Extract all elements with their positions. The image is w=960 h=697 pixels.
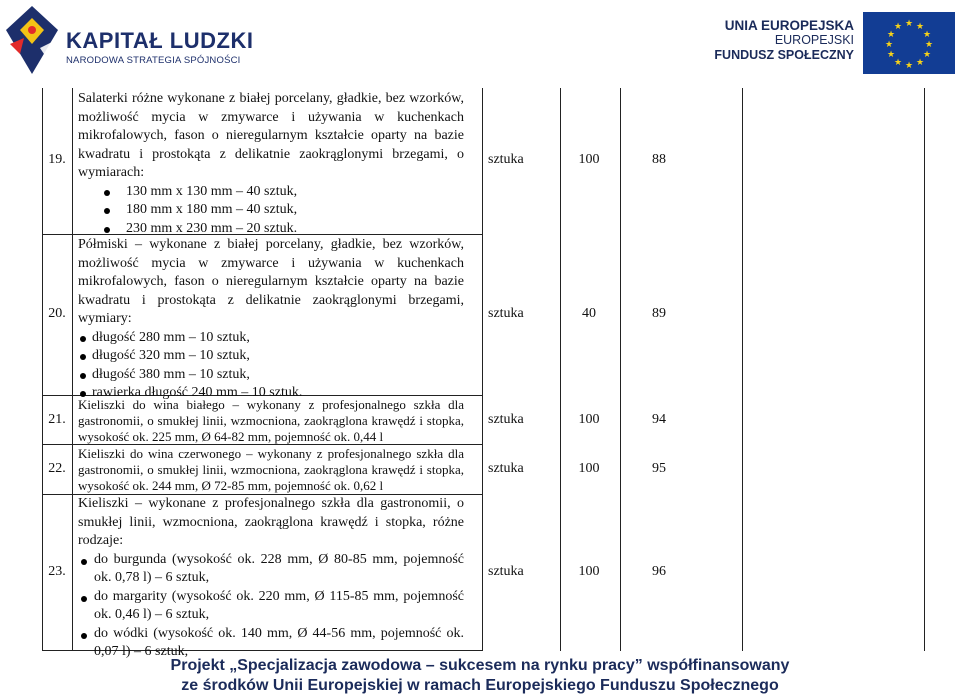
item-description — [78, 495, 464, 662]
kapital-ludzki-logo — [4, 4, 60, 76]
position-cell: 88 — [652, 152, 666, 167]
dimension-list — [78, 329, 464, 403]
list-item: do wódki (wysokość ok. 140 mm, Ø 44-56 mm, pojemność ok. 0,07 l) – 6 sztuk, — [78, 625, 464, 662]
row-number: 22. — [48, 461, 66, 476]
svg-text:★: ★ — [922, 50, 932, 60]
glass-type-list — [78, 551, 464, 662]
kapital-ludzki-wordmark — [66, 28, 253, 66]
table-border — [482, 88, 483, 651]
row-number: 21. — [48, 412, 66, 427]
item-description: Kieliszki do wina czerwonego – wykonany z profesjonalnego szkła dla gastronomii, o smukłej linii, wzmocniona, zaokrąglona krawędź i stopka, wysokość ok. 244 mm, Ø 72-85 mm, pojemność ok. 0,62 l — [78, 446, 464, 493]
table-border — [72, 88, 73, 651]
description-text: Kieliszki – wykonane z profesjonalnego szkła dla gastronomii, o smukłej linii, wzmocniona, zaokrąglona krawędź i stopka, różne rodzaje: — [78, 496, 464, 548]
table-border — [924, 88, 925, 651]
svg-text:★: ★ — [886, 50, 896, 60]
svg-text:★: ★ — [886, 30, 896, 40]
list-item: 230 mm x 230 mm – 20 sztuk. — [78, 220, 464, 239]
position-cell: 96 — [652, 564, 666, 579]
unit-cell: sztuka — [488, 306, 524, 321]
list-item: do margarity (wysokość ok. 220 mm, Ø 115-85 mm, pojemność ok. 0,46 l) – 6 sztuk, — [78, 588, 464, 625]
list-item: długość 280 mm – 10 sztuk, — [78, 329, 464, 348]
item-description — [78, 90, 464, 238]
svg-text:★: ★ — [922, 30, 932, 40]
quantity-cell: 100 — [578, 461, 600, 476]
list-item: do burgunda (wysokość ok. 228 mm, Ø 80-85 mm, pojemność ok. 0,78 l) – 6 sztuk, — [78, 551, 464, 588]
svg-text:★: ★ — [915, 22, 925, 32]
footer-line-2: ze środków Unii Europejskiej w ramach Europejskiego Funduszu Społecznego — [181, 677, 779, 694]
eu-wordmark — [714, 18, 854, 63]
svg-text:★: ★ — [915, 58, 925, 68]
footer-line-1: Projekt „Specjalizacja zawodowa – sukcesem na rynku pracy” współfinansowany — [170, 657, 790, 674]
kl-subtitle: NARODOWA STRATEGIA SPÓJNOŚCI — [66, 55, 241, 66]
row-number: 23. — [48, 564, 66, 579]
quantity-cell: 100 — [578, 152, 600, 167]
table-border — [560, 88, 561, 651]
item-description — [78, 236, 464, 403]
eu-line-3: FUNDUSZ SPOŁECZNY — [714, 48, 854, 62]
svg-text:★: ★ — [904, 61, 914, 71]
item-description: Kieliszki do wina białego – wykonany z profesjonalnego szkła dla gastronomii, o smukłej linii, wzmocniona, zaokrąglona krawędź i stopka, wysokość ok. 225 mm, Ø 64-82 mm, pojemność ok. 0,44 l — [78, 397, 464, 444]
position-cell: 94 — [652, 412, 666, 427]
list-item: 130 mm x 130 mm – 40 sztuk, — [78, 183, 464, 202]
position-cell: 89 — [652, 306, 666, 321]
eu-line-1: UNIA EUROPEJSKA — [724, 18, 854, 33]
svg-text:★: ★ — [924, 40, 934, 50]
eu-line-2: EUROPEJSKI — [774, 33, 854, 47]
kl-title: KAPITAŁ LUDZKI — [66, 28, 254, 53]
unit-cell: sztuka — [488, 564, 524, 579]
dimension-list — [78, 183, 464, 239]
list-item: rawierka długość 240 mm – 10 sztuk. — [78, 384, 464, 403]
svg-text:★: ★ — [893, 22, 903, 32]
quantity-cell: 40 — [582, 306, 596, 321]
row-number: 20. — [48, 306, 66, 321]
table-border — [620, 88, 621, 651]
list-item: długość 380 mm – 10 sztuk, — [78, 366, 464, 385]
eu-flag-icon — [863, 12, 955, 74]
quantity-cell: 100 — [578, 412, 600, 427]
row-number: 19. — [48, 152, 66, 167]
unit-cell: sztuka — [488, 152, 524, 167]
svg-text:★: ★ — [884, 40, 894, 50]
svg-text:★: ★ — [904, 19, 914, 29]
list-item: długość 320 mm – 10 sztuk, — [78, 347, 464, 366]
list-item: 180 mm x 180 mm – 40 sztuk, — [78, 201, 464, 220]
unit-cell: sztuka — [488, 461, 524, 476]
quantity-cell: 100 — [578, 564, 600, 579]
unit-cell: sztuka — [488, 412, 524, 427]
page-header — [0, 0, 960, 88]
svg-text:★: ★ — [893, 58, 903, 68]
project-footer — [0, 656, 960, 696]
table-border — [742, 88, 743, 651]
description-text: Półmiski – wykonane z białej porcelany, gładkie, bez wzorków, możliwość mycia w zmywarce i używania w kuchenkach mikrofalowych, fason o nieregularnym kształcie oparty na bazie kwadratu i prostokąta z delikatnie zaokrąglonymi brzegami, wymiary: — [78, 237, 464, 326]
description-text: Salaterki różne wykonane z białej porcelany, gładkie, bez wzorków, możliwość mycia w zmywarce i używania w kuchenkach mikrofalowych, fason o nieregularnym kształcie oparty na bazie kwadratu i prostokąta z delikatnie zaokrąglonymi brzegami, o wymiarach: — [78, 91, 464, 180]
position-cell: 95 — [652, 461, 666, 476]
items-table — [42, 88, 924, 659]
